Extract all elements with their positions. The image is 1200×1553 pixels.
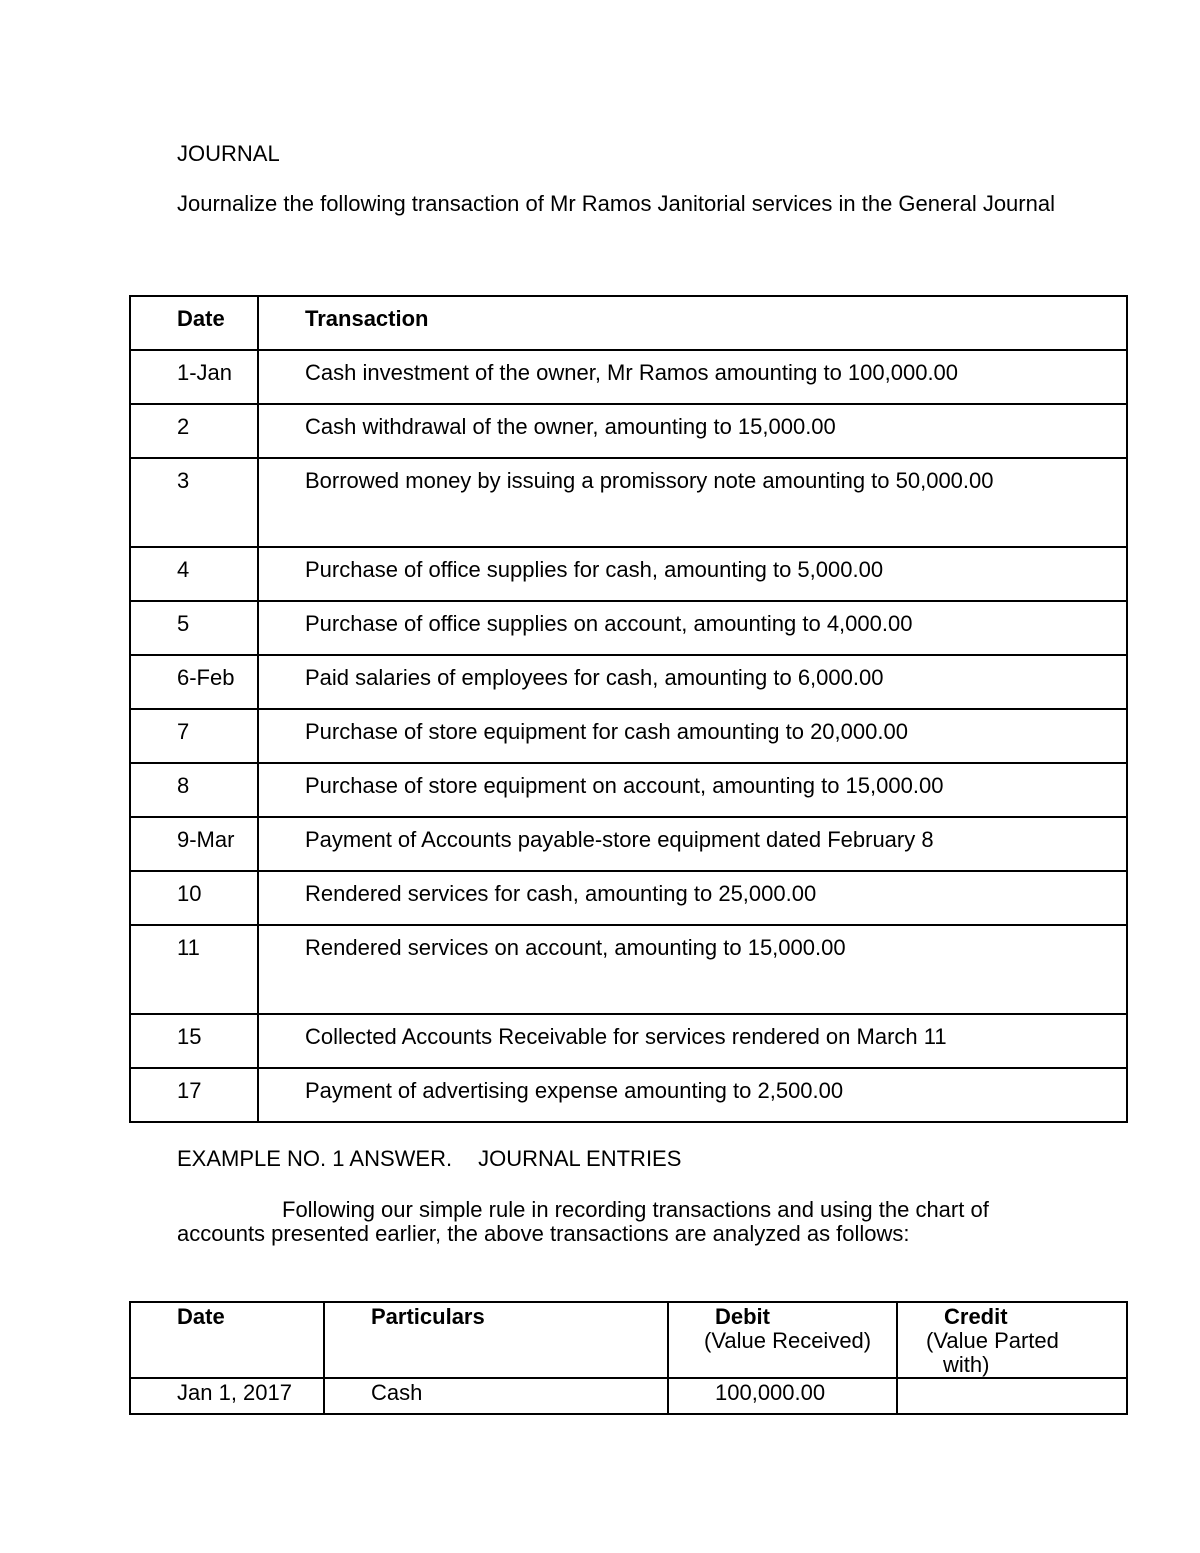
- entry-credit: [897, 1378, 1127, 1414]
- particulars-header: Particulars: [324, 1302, 668, 1378]
- row-date: 11: [130, 925, 258, 1014]
- table-row: [130, 763, 1127, 817]
- row-date: 2: [130, 404, 258, 458]
- intro-text: Journalize the following transaction of Mr Ramos Janitorial services in the General Journal: [177, 191, 1055, 216]
- row-transaction: Purchase of office supplies for cash, amounting to 5,000.00: [258, 547, 1127, 601]
- table-row: [130, 655, 1127, 709]
- table-row: [130, 871, 1127, 925]
- example-title-left: EXAMPLE NO. 1 ANSWER.: [177, 1146, 453, 1171]
- row-date: 3: [130, 458, 258, 547]
- row-transaction: Rendered services for cash, amounting to 25,000.00: [258, 871, 1127, 925]
- row-date: 9-Mar: [130, 817, 258, 871]
- example-title-right: JOURNAL ENTRIES: [478, 1146, 682, 1171]
- row-transaction: Paid salaries of employees for cash, amounting to 6,000.00: [258, 655, 1127, 709]
- row-date: 7: [130, 709, 258, 763]
- row-transaction: Rendered services on account, amounting to 15,000.00: [258, 925, 1127, 1014]
- table-row: [130, 817, 1127, 871]
- debit-label: Debit: [715, 1304, 770, 1329]
- table-row: [130, 1014, 1127, 1068]
- row-date: 5: [130, 601, 258, 655]
- table-row: [130, 350, 1127, 404]
- table-row: [130, 404, 1127, 458]
- row-transaction: Collected Accounts Receivable for services rendered on March 11: [258, 1014, 1127, 1068]
- credit-label: Credit: [944, 1304, 1008, 1329]
- table-row: [130, 1068, 1127, 1122]
- table-row: [130, 709, 1127, 763]
- row-transaction: Purchase of store equipment on account, amounting to 15,000.00: [258, 763, 1127, 817]
- transaction-header: Transaction: [258, 296, 1127, 350]
- debit-sub-label: (Value Received): [704, 1328, 872, 1353]
- row-transaction: Payment of advertising expense amounting to 2,500.00: [258, 1068, 1127, 1122]
- example-title: [177, 1147, 681, 1171]
- credit-header: [897, 1302, 1127, 1378]
- entry-particulars: Cash: [324, 1378, 668, 1414]
- transactions-header-row: [130, 296, 1127, 350]
- row-date: 6-Feb: [130, 655, 258, 709]
- entries-date-header: Date: [130, 1302, 324, 1378]
- table-row: [130, 1378, 1127, 1414]
- row-date: 8: [130, 763, 258, 817]
- row-date: 1-Jan: [130, 350, 258, 404]
- row-date: 4: [130, 547, 258, 601]
- row-transaction: Borrowed money by issuing a promissory note amounting to 50,000.00: [258, 458, 1127, 547]
- debit-header: [668, 1302, 897, 1378]
- row-transaction: Purchase of office supplies on account, amounting to 4,000.00: [258, 601, 1127, 655]
- row-date: 15: [130, 1014, 258, 1068]
- entry-date: Jan 1, 2017: [130, 1378, 324, 1414]
- row-date: 17: [130, 1068, 258, 1122]
- row-transaction: Cash withdrawal of the owner, amounting to 15,000.00: [258, 404, 1127, 458]
- row-transaction: Cash investment of the owner, Mr Ramos amounting to 100,000.00: [258, 350, 1127, 404]
- credit-sub-label: (Value Parted: [926, 1328, 1059, 1353]
- row-transaction: Purchase of store equipment for cash amounting to 20,000.00: [258, 709, 1127, 763]
- table-row: [130, 601, 1127, 655]
- credit-sub-label-2: with): [943, 1352, 990, 1377]
- example-paragraph: Following our simple rule in recording transactions and using the chart of accounts presented earlier, the above transactions are analyzed as follows:: [177, 1197, 989, 1246]
- transactions-table: [129, 295, 1128, 1123]
- date-header: Date: [130, 296, 258, 350]
- page-heading: JOURNAL: [177, 141, 280, 166]
- journal-entries-table: [129, 1301, 1128, 1415]
- table-row: [130, 547, 1127, 601]
- row-transaction: Payment of Accounts payable-store equipment dated February 8: [258, 817, 1127, 871]
- table-row: [130, 458, 1127, 547]
- entries-header-row: [130, 1302, 1127, 1378]
- table-row: [130, 925, 1127, 1014]
- entry-debit: 100,000.00: [668, 1378, 897, 1414]
- row-date: 10: [130, 871, 258, 925]
